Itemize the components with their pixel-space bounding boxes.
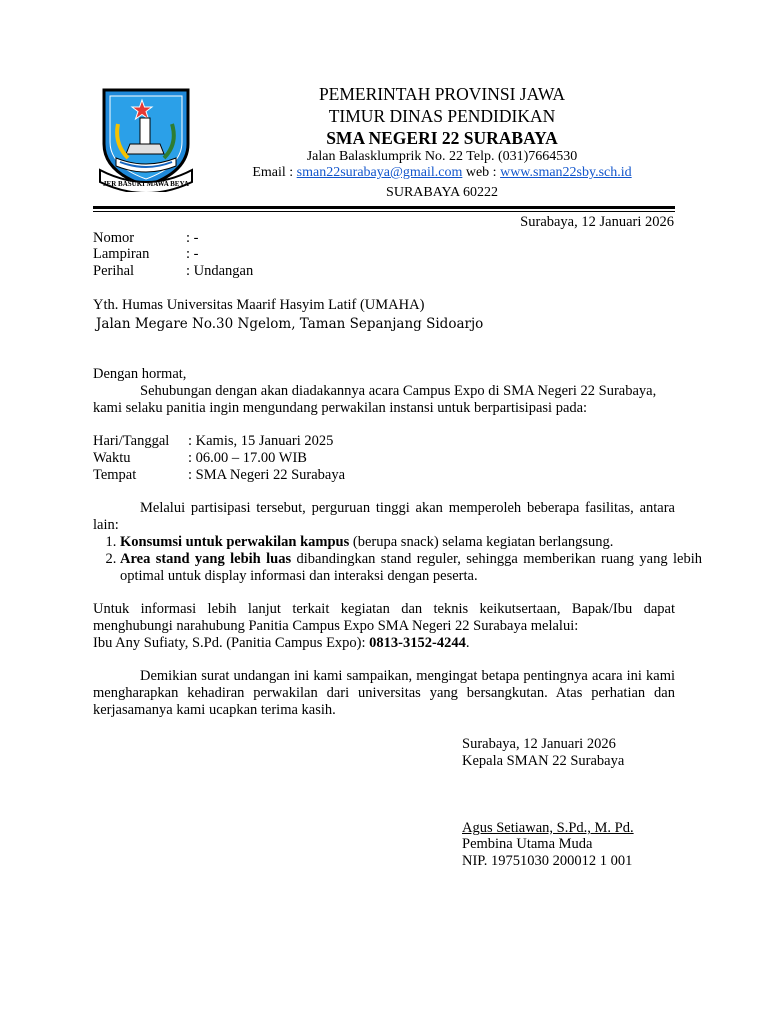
- signature-name: Agus Setiawan, S.Pd., M. Pd.: [462, 820, 634, 836]
- provincial-emblem-logo: [96, 82, 196, 192]
- letterhead-school-name: SMA NEGERI 22 SURABAYA: [326, 128, 558, 148]
- letterhead-contact: [210, 166, 674, 180]
- event-label-date: Hari/Tanggal: [93, 433, 170, 449]
- letterhead-line2: TIMUR DINAS PENDIDIKAN: [328, 106, 556, 126]
- facilities-intro: Melalui partisipasi tersebut, perguruan tinggi akan memperoleh beberapa fasilitas, antara lain:: [93, 500, 675, 533]
- signature-place-date: Surabaya, 12 Januari 2026: [462, 736, 616, 752]
- contact-end: .: [465, 635, 470, 651]
- event-value-date: : Kamis, 15 Januari 2025: [188, 433, 334, 449]
- event-value-place: : SMA Negeri 22 Surabaya: [188, 467, 346, 483]
- list-item: [120, 551, 702, 585]
- meta-label-lampiran: Lampiran: [93, 246, 150, 262]
- email-label: Email :: [252, 165, 297, 180]
- letterhead-city-zip: SURABAYA 60222: [386, 185, 498, 200]
- facility-2-bold: Area stand yang lebih luas: [120, 551, 292, 567]
- meta-label-nomor: Nomor: [93, 230, 135, 246]
- closing-paragraph: Demikian surat undangan ini kami sampaikan, mengingat betapa pentingnya acara ini kami mengharapkan kehadiran perwakilan dari universitas yang bersangkutan. Atas perhatian dan kerjasamanya kami ucapkan terima kasih.: [93, 668, 675, 718]
- letterhead-divider-thick: [93, 206, 675, 209]
- contact-line: [93, 635, 469, 652]
- contact-person: Ibu Any Sufiaty, S.Pd. (Panitia Campus Expo):: [93, 635, 370, 651]
- signature-position: Kepala SMAN 22 Surabaya: [462, 753, 625, 769]
- event-label-place: Tempat: [93, 467, 137, 483]
- meta-value-lampiran: : -: [186, 246, 199, 262]
- intro-paragraph: Sehubungan dengan akan diadakannya acara Campus Expo di SMA Negeri 22 Surabaya, kami selaku panitia ingin mengundang perwakilan instansi untuk berpartisipasi pada:: [93, 383, 657, 416]
- web-link[interactable]: www.sman22sby.sch.id: [500, 165, 632, 180]
- meta-label-perihal: Perihal: [93, 263, 135, 279]
- facility-1-rest: (berupa snack) selama kegiatan berlangsung.: [349, 534, 614, 550]
- greeting: Dengan hormat,: [93, 366, 187, 382]
- web-label: web :: [462, 165, 501, 180]
- letter-date: Surabaya, 12 Januari 2026: [520, 214, 674, 230]
- recipient-address: Jalan Megare No.30 Ngelom, Taman Sepanjang Sidoarjo: [96, 316, 484, 332]
- letterhead-address: Jalan Balasklumprik No. 22 Telp. (031)7664530: [306, 149, 578, 164]
- letterhead-divider-thin: [93, 211, 675, 212]
- facilities-list: [93, 534, 702, 585]
- list-item: [120, 534, 702, 551]
- event-value-time: : 06.00 – 17.00 WIB: [188, 450, 307, 466]
- contact-paragraph: Untuk informasi lebih lanjut terkait kegiatan dan teknis keikutsertaan, Bapak/Ibu dapat menghubungi narahubung Panitia Campus Expo SMA Negeri 22 Surabaya melalui:: [93, 601, 675, 634]
- facility-2-rest: dibandingkan stand reguler, sehingga memberikan ruang yang lebih optimal untuk display informasi dan interaksi dengan peserta.: [120, 551, 702, 584]
- meta-value-nomor: : -: [186, 230, 199, 246]
- letterhead-line1: PEMERINTAH PROVINSI JAWA: [318, 84, 566, 104]
- logo-motto: JER BASUKI MAWA BEYA: [103, 180, 189, 188]
- contact-phone: 0813-3152-4244: [369, 635, 466, 651]
- meta-value-perihal: : Undangan: [186, 263, 254, 279]
- facility-1-bold: Konsumsi untuk perwakilan kampus: [120, 534, 350, 550]
- event-label-time: Waktu: [93, 450, 131, 466]
- email-link[interactable]: sman22surabaya@gmail.com: [296, 165, 463, 180]
- signature-rank: Pembina Utama Muda: [462, 836, 593, 852]
- recipient-name: Yth. Humas Universitas Maarif Hasyim Latif (UMAHA): [93, 297, 425, 313]
- signature-nip: NIP. 19751030 200012 1 001: [462, 853, 633, 869]
